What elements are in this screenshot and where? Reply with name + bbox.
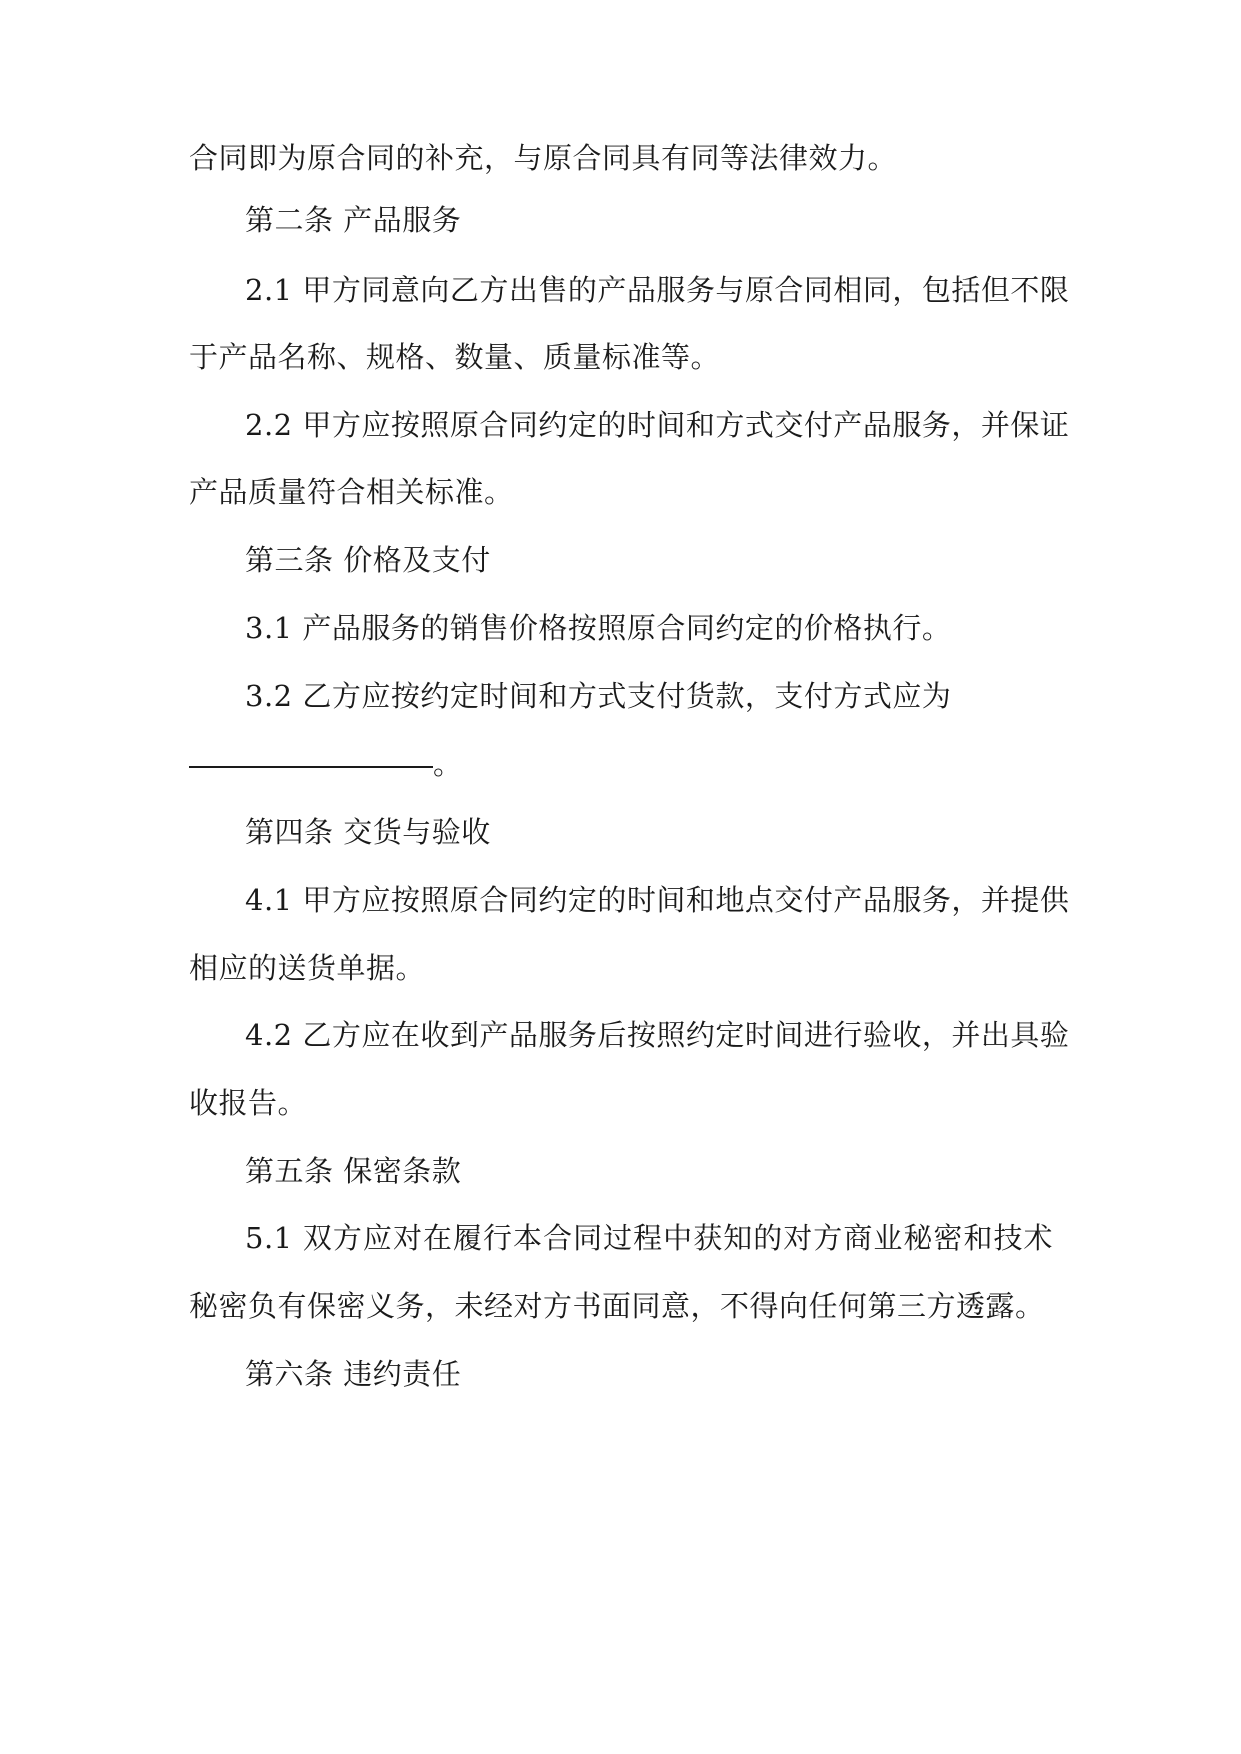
paragraph-continuation: 合同即为原合同的补充，与原合同具有同等法律效力。 [189, 141, 898, 175]
payment-method-blank [189, 744, 433, 768]
clause-3-2-line-1: 3.2 乙方应按约定时间和方式支付货款，支付方式应为 [245, 679, 952, 713]
clause-2-1-line-2: 于产品名称、规格、数量、质量标准等。 [189, 340, 721, 374]
clause-4-2-line-2: 收报告。 [189, 1086, 308, 1120]
clause-2-2-line-2: 产品质量符合相关标准。 [189, 475, 514, 509]
clause-5-1-line-2: 秘密负有保密义务，未经对方书面同意，不得向任何第三方透露。 [189, 1289, 1045, 1323]
clause-4-1-line-2: 相应的送货单据。 [189, 951, 426, 985]
article-3-heading: 第三条 价格及支付 [245, 543, 491, 577]
clause-2-2-line-1: 2.2 甲方应按照原合同约定的时间和方式交付产品服务，并保证 [245, 408, 1070, 442]
article-4-heading: 第四条 交货与验收 [245, 815, 491, 849]
clause-3-1: 3.1 产品服务的销售价格按照原合同约定的价格执行。 [245, 611, 952, 645]
article-5-heading: 第五条 保密条款 [245, 1154, 462, 1188]
clause-4-1-line-1: 4.1 甲方应按照原合同约定的时间和地点交付产品服务，并提供 [245, 883, 1070, 917]
period-mark: 。 [433, 747, 463, 781]
clause-5-1-line-1: 5.1 双方应对在履行本合同过程中获知的对方商业秘密和技术 [245, 1221, 1053, 1255]
clause-3-2-line-2 [189, 744, 463, 784]
article-6-heading: 第六条 违约责任 [245, 1357, 462, 1391]
article-2-heading: 第二条 产品服务 [245, 203, 462, 237]
clause-2-1-line-1: 2.1 甲方同意向乙方出售的产品服务与原合同相同，包括但不限 [245, 273, 1070, 307]
clause-4-2-line-1: 4.2 乙方应在收到产品服务后按照约定时间进行验收，并出具验 [245, 1018, 1070, 1052]
